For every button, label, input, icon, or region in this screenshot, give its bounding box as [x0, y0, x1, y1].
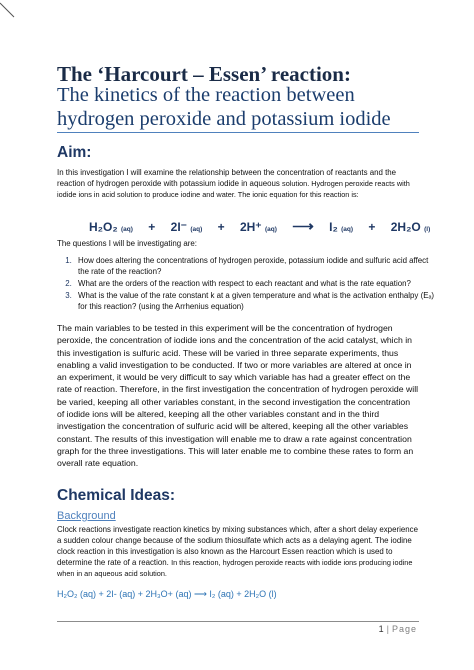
eq-iodide: 2I⁻: [170, 220, 187, 234]
background-text: [57, 524, 419, 579]
eq-iodine: I₂: [329, 220, 338, 234]
list-item: 3. What is the value of the rate constant k at a given temperature and what is the activation enthalpy (Eₐ) for this reaction? (using the Arrhenius equation): [74, 290, 436, 312]
eq-plus: +: [368, 220, 376, 234]
questions-list: [57, 255, 436, 313]
eq-plus: +: [217, 220, 225, 234]
eq-hydrogen-peroxide: H₂O₂: [89, 220, 118, 234]
footer-separator: |: [386, 624, 389, 634]
aim-heading: Aim:: [57, 144, 92, 161]
eq-state-aq: (aq): [190, 226, 203, 233]
eq-plus: +: [148, 220, 156, 234]
questions-intro: The questions I will be investigating are:: [57, 239, 197, 248]
eq-state-aq: (aq): [121, 226, 133, 233]
list-item: 2. What are the orders of the reaction with respect to each reactant and what is the rate equation?: [74, 278, 436, 289]
ionic-equation: [57, 217, 431, 235]
chemical-ideas-heading: Chemical Ideas:: [57, 487, 176, 504]
background-text-part1: Clock reactions investigate reaction kinetics by mixing substances which, after a short delay experience a sudden colour change because of the sodium thiosulfate which acts as a delaying agent. The iodine clock reaction in this investigation is also known as the Harcourt Essen reaction which is used to determine the rate of a reaction.: [57, 525, 418, 567]
aim-intro: [57, 167, 419, 200]
background-subheading: Background: [57, 510, 116, 522]
footer-rule: [57, 621, 419, 622]
title-underline: [57, 132, 419, 133]
background-text-part2: In this reaction, hydrogen peroxide reacts with iodide ions producing iodine when in an aqueous acid solution.: [57, 558, 413, 578]
page-label: Page: [391, 624, 417, 634]
eq-state-aq: (aq): [341, 226, 354, 233]
page-number: 1: [378, 624, 384, 634]
eq-state-aq: (aq): [264, 226, 277, 233]
eq-state-l: (l): [424, 226, 431, 233]
eq-hydrogen-ion: 2H⁺: [239, 220, 262, 234]
reaction-equation: H₂O₂ (aq) + 2I- (aq) + 2H₃O+ (aq) ⟶ I₂ (aq) + 2H₂O (l): [57, 589, 277, 599]
variables-paragraph: The main variables to be tested in this experiment will be the concentration of hydrogen peroxide, the concentration of iodide ions and the concentration of the acid catalyst, which in this investigation is sulfuric acid. These will be varied in three separate experiments, thus enabling a valid investigation to be conducted. If two or more variables are altered at once in an experiment, it would be very difficult to say which variable has had a greater effect on the rate of reaction. Therefore, in the first investigation the concentration of hydrogen peroxide will be varied, keeping all other variables constant, in the second investigation the concentration of iodide ions will be altered, keeping all the other variables constant and in the third investigation the concentration of sulfuric acid will be altered, keeping all the other variables constant. The results of this investigation will enable me to draw a rate against concentration graph for the three investigations. This will later enable me to combine these rates to form an overall rate equation.: [57, 323, 419, 469]
list-item: 1. How does altering the concentrations of hydrogen peroxide, potassium iodide and sulfuric acid affect the rate of the reaction?: [74, 255, 436, 277]
page-footer: [379, 624, 417, 634]
page-corner-mark: [0, 0, 20, 20]
aim-intro-part1: In this investigation I will examine the relationship between the concentration of reactants and the reaction of hydrogen peroxide with potassium iodide in aqueous: [57, 168, 397, 188]
document-subtitle: The kinetics of the reaction between hydrogen peroxide and potassium iodide: [57, 84, 391, 130]
eq-water: 2H₂O: [390, 220, 421, 234]
eq-arrow-icon: ⟶: [292, 218, 314, 235]
aim-intro-part2: solution. Hydrogen peroxide reacts with iodide ions in acid solution to produce iodine and water. The ionic equation for this reaction is:: [57, 179, 410, 199]
document-title: The ‘Harcourt – Essen’ reaction:: [57, 62, 351, 86]
